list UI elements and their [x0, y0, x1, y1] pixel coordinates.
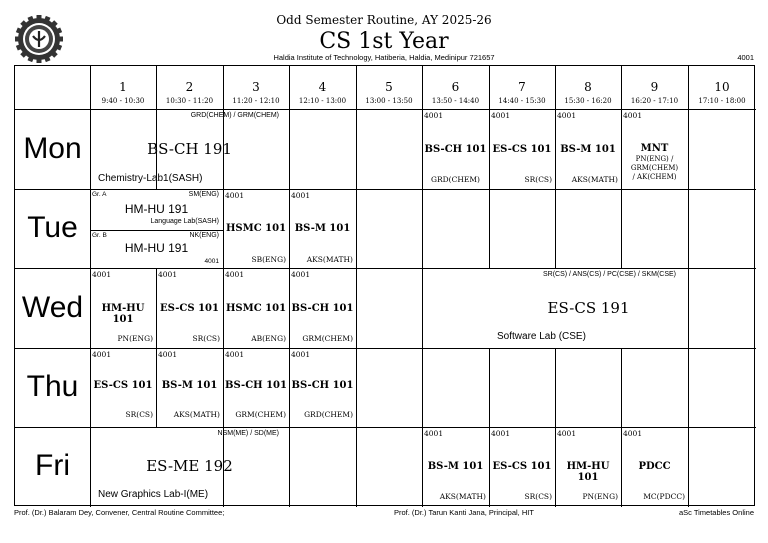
semester-heading: Odd Semester Routine, AY 2025-26 — [276, 13, 492, 27]
subject-code: ES-CS 101 — [492, 461, 552, 472]
subject-code: BS-M 101 — [161, 380, 218, 391]
class-cell[interactable] — [489, 427, 555, 506]
day-label-tue: Tue — [27, 211, 78, 244]
subject-code: HM-HU 101 — [566, 461, 610, 483]
period-time: 13:50 - 14:40 — [431, 97, 480, 105]
day-label-mon: Mon — [23, 132, 82, 165]
room-number: 4001 — [92, 350, 112, 359]
teacher-code: AKS(MATH) — [571, 175, 618, 184]
day-label-fri: Fri — [35, 449, 70, 482]
period-number: 3 — [252, 80, 260, 94]
institute-address: Haldia Institute of Technology, Hatiberia, Haldia, Medinipur 721657 — [273, 53, 495, 62]
lab-subject: ES-CS 191 — [547, 299, 630, 317]
page-title: CS 1st Year — [319, 29, 449, 54]
teacher-code: GRD(CHEM) — [431, 175, 480, 184]
teacher-code: GRD(CHEM) — [304, 410, 353, 419]
room-number: 4001 — [737, 53, 754, 62]
room-number: 4001 — [291, 270, 311, 279]
subject-code: ES-CS 101 — [160, 303, 219, 314]
period-time: 17:10 - 18:00 — [698, 97, 746, 105]
subject-code: HM-HU 191 — [124, 241, 189, 255]
subject-code: BS-CH 101 — [424, 144, 487, 155]
subject-code: HSMC 101 — [225, 223, 287, 234]
teacher-code: SM(ENG) — [188, 191, 219, 198]
class-cell[interactable] — [223, 189, 289, 268]
lab-block-mon[interactable] — [90, 109, 289, 189]
lab-group-b[interactable] — [90, 230, 223, 268]
footer-software: aSc Timetables Online — [678, 508, 754, 517]
period-number: 7 — [518, 80, 526, 94]
teacher-code: / AK(CHEM) — [632, 173, 677, 181]
class-cell[interactable] — [555, 427, 621, 506]
subject-code: BS-M 101 — [427, 461, 484, 472]
class-cell[interactable] — [223, 348, 289, 427]
period-number: 5 — [385, 80, 393, 94]
lab-teachers: GRD(CHEM) / GRM(CHEM) — [190, 112, 279, 119]
teacher-code: SR(CS) — [524, 492, 552, 501]
period-time: 13:00 - 13:50 — [365, 97, 413, 105]
room-number: 4001 — [158, 350, 178, 359]
period-time: 11:20 - 12:10 — [232, 97, 280, 105]
footer-principal: Prof. (Dr.) Tarun Kanti Jana, Principal, HIT — [394, 508, 534, 517]
teacher-code: PN(ENG) — [117, 334, 153, 343]
subject-code: BS-M 101 — [560, 144, 616, 155]
lab-subject: ES-ME 192 — [146, 457, 233, 475]
class-cell[interactable] — [621, 109, 688, 189]
timetable-grid — [14, 65, 755, 506]
class-cell[interactable] — [422, 427, 489, 506]
teacher-code: SR(CS) — [125, 410, 153, 419]
group-label: Gr. A — [92, 191, 107, 198]
teacher-code: PN(ENG) — [582, 492, 618, 501]
teacher-code: GRM(CHEM) — [235, 410, 286, 419]
subject-code: ES-CS 101 — [93, 380, 153, 391]
period-time: 9:40 - 10:30 — [101, 97, 145, 105]
class-cell[interactable] — [555, 109, 621, 189]
room-number: 4001 — [225, 270, 245, 279]
day-label-wed: Wed — [21, 291, 84, 324]
subject-code: PDCC — [638, 461, 671, 472]
period-time: 14:40 - 15:30 — [498, 97, 546, 105]
period-time: 15:30 - 16:20 — [564, 97, 612, 105]
teacher-code: AKS(MATH) — [173, 410, 220, 419]
subject-code: BS-CH 101 — [291, 380, 354, 391]
room-number: 4001 — [557, 429, 577, 438]
teacher-code: AB(ENG) — [251, 334, 286, 343]
lab-name: Chemistry-Lab1(SASH) — [98, 173, 203, 184]
class-cell[interactable] — [223, 268, 289, 348]
lab-teachers: NSM(ME) / SD(ME) — [217, 430, 279, 437]
room-number: 4001 — [424, 111, 444, 120]
subject-code: HSMC 101 — [225, 303, 287, 314]
lab-block-fri[interactable] — [90, 427, 289, 506]
room-number: 4001 — [225, 350, 245, 359]
room-number: 4001 — [291, 350, 311, 359]
class-cell[interactable] — [289, 189, 356, 268]
lab-subject: BS-CH 191 — [147, 140, 232, 158]
class-cell[interactable] — [156, 268, 223, 348]
subject-code: MNT — [640, 143, 669, 154]
class-cell[interactable] — [422, 109, 489, 189]
room-number: 4001 — [225, 191, 245, 200]
subject-code: ES-CS 101 — [492, 144, 552, 155]
teacher-code: SR(CS) — [524, 175, 552, 184]
period-time: 16:20 - 17:10 — [630, 97, 679, 105]
class-cell[interactable] — [90, 268, 156, 348]
group-label: Gr. B — [92, 232, 107, 239]
teacher-code: GRM(CHEM) — [302, 334, 353, 343]
room-number: 4001 — [491, 111, 511, 120]
teacher-code: NK(ENG) — [189, 232, 219, 239]
teacher-code: SB(ENG) — [251, 255, 286, 264]
room-number: 4001 — [204, 258, 219, 265]
period-number: 9 — [650, 80, 659, 94]
subject-code: BS-CH 101 — [225, 380, 287, 391]
room-number: 4001 — [491, 429, 511, 438]
period-number: 8 — [584, 80, 592, 94]
lab-name: Software Lab (CSE) — [497, 331, 586, 342]
period-number: 10 — [714, 80, 730, 94]
period-number: 6 — [451, 80, 460, 94]
subject-code: HM-HU 191 — [124, 202, 189, 216]
footer-convener: Prof. (Dr.) Balaram Dey, Convener, Central Routine Committee; — [14, 508, 225, 517]
class-cell[interactable] — [289, 348, 356, 427]
subject-code: BS-M 101 — [294, 223, 351, 234]
room-number: 4001 — [623, 111, 643, 120]
class-cell[interactable] — [156, 348, 223, 427]
subject-code: HM-HU 101 — [101, 303, 145, 325]
lab-name: New Graphics Lab-I(ME) — [98, 489, 209, 500]
teacher-code: SR(CS) — [192, 334, 220, 343]
teacher-code: MC(PDCC) — [643, 492, 685, 501]
teacher-code: GRM(CHEM) — [630, 164, 679, 172]
room-number: 4001 — [623, 429, 643, 438]
room-number: 4001 — [424, 429, 444, 438]
room-number: 4001 — [92, 270, 112, 279]
room-number: 4001 — [291, 191, 311, 200]
class-cell[interactable] — [489, 109, 555, 189]
lab-teachers: SR(CS) / ANS(CS) / PC(CSE) / SKM(CSE) — [542, 271, 676, 278]
teacher-code: AKS(MATH) — [306, 255, 353, 264]
teacher-code: PN(ENG) / — [635, 155, 674, 163]
lab-name: Language Lab(SASH) — [150, 218, 219, 225]
teacher-code: AKS(MATH) — [439, 492, 486, 501]
class-cell[interactable] — [90, 348, 156, 427]
class-cell[interactable] — [621, 427, 688, 506]
room-number: 4001 — [557, 111, 577, 120]
room-number: 4001 — [158, 270, 178, 279]
period-number: 4 — [318, 80, 327, 94]
lab-block-wed[interactable] — [489, 268, 688, 348]
period-number: 2 — [185, 80, 194, 94]
class-cell[interactable] — [289, 268, 356, 348]
subject-code: BS-CH 101 — [291, 303, 354, 314]
period-time: 10:30 - 11:20 — [165, 97, 214, 105]
period-time: 12:10 - 13:00 — [298, 97, 347, 105]
lab-group-a[interactable] — [90, 189, 223, 230]
period-number: 1 — [119, 80, 127, 94]
day-label-thu: Thu — [26, 370, 79, 403]
